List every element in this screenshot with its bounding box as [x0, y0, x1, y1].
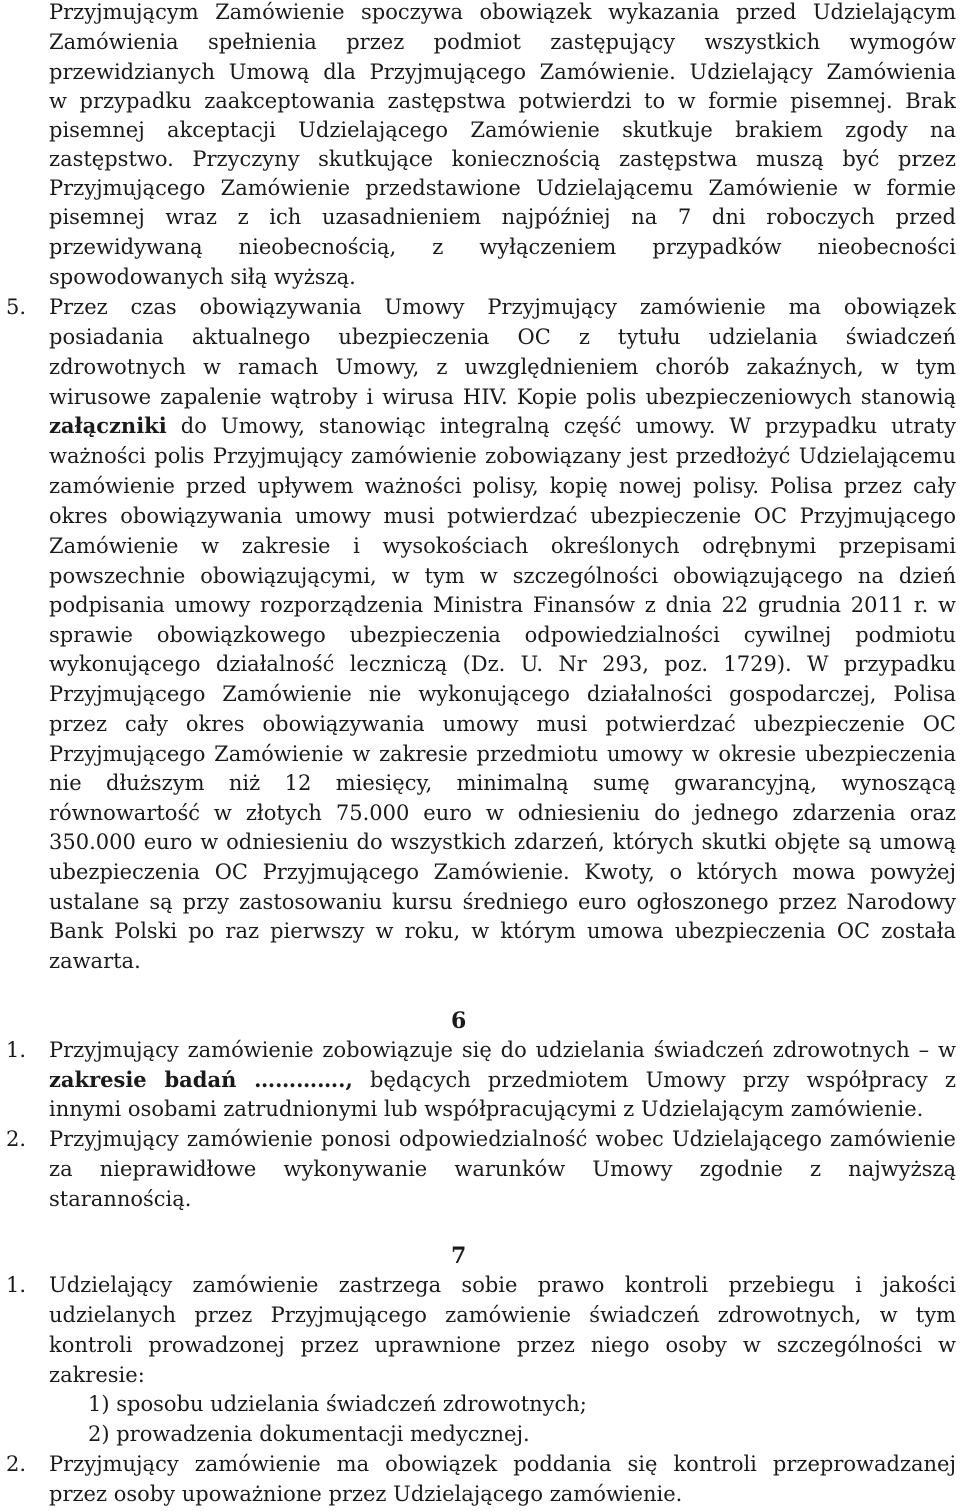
section6-item2-line: starannością. — [49, 1187, 192, 1211]
para4-line: spowodowanych siłą wyższą. — [49, 265, 356, 289]
para5-line: zamówienie przed upływem ważności polisy, kopię nowej polisy. Polisa przez cały — [49, 474, 956, 498]
section7-subitem: 2) prowadzenia dokumentacji medycznej. — [88, 1422, 530, 1446]
para4-line: pisemnej akceptacji Udzielającego Zamówienie skutkuje brakiem zgody na — [49, 118, 956, 142]
section7-item1-line: udzielanych przez Przyjmującego zamówienie świadczeń zdrowotnych, w tym — [49, 1303, 956, 1327]
para5-line-mixed — [49, 411, 956, 441]
para5-line: ważności polis Przyjmujący zamówienie zobowiązany jest przedłożyć Udzielającemu — [49, 444, 956, 468]
section6-item1-number: 1. — [6, 1038, 27, 1062]
para5-line: Zamówienie w zakresie i wysokościach określonych odrębnymi przepisami — [49, 534, 956, 558]
section-6-heading: 6 — [451, 1008, 467, 1034]
section7-item1-line: zakresie: — [49, 1363, 145, 1387]
section6-item1-line-mixed — [49, 1065, 956, 1095]
section6-item1-line: Przyjmujący zamówienie zobowiązuje się do udzielania świadczeń zdrowotnych – w — [49, 1038, 956, 1062]
para5-line: ubezpieczenia OC Przyjmującego Zamówienie. Kwoty, o których mowa powyżej — [49, 860, 956, 884]
section6-item2-number: 2. — [6, 1127, 27, 1151]
para4-line: Zamówienia spełnienia przez podmiot zastępujący wszystkich wymogów — [49, 30, 956, 54]
para4-line: przewidywaną nieobecnością, z wyłączeniem przypadków nieobecności — [49, 235, 956, 259]
para5-line: 350.000 euro w odniesieniu do wszystkich zdarzeń, których skutki objęte są umową — [49, 830, 956, 854]
scope-bold: zakresie badań …………., — [49, 1067, 353, 1092]
para5-line: zawarta. — [49, 949, 141, 973]
para5-line: Przez czas obowiązywania Umowy Przyjmujący zamówienie ma obowiązek — [49, 295, 956, 319]
para5-line-rest: do Umowy, stanowiąc integralną część umowy. W przypadku utraty — [180, 414, 956, 438]
attachments-bold: załączniki — [49, 413, 167, 438]
section7-item2-line: Przyjmujący zamówienie ma obowiązek poddania się kontroli przeprowadzanej — [49, 1452, 956, 1476]
para4-line: pisemnej wraz z ich uzasadnieniem najpóźniej na 7 dni roboczych przed — [49, 205, 956, 229]
para5-line: powszechnie obowiązującymi, w tym w szczególności obowiązującego na dzień — [49, 564, 956, 588]
para5-line: ustalane są przy zastosowaniu kursu średniego euro ogłoszonego przez Narodowy — [49, 890, 956, 914]
para5-line: wirusowe zapalenie wątroby i wirusa HIV. Kopie polis ubezpieczeniowych stanowią — [49, 385, 956, 409]
para5-line: zdrowotnych w ramach Umowy, z uwzględnieniem chorób zakaźnych, w tym — [49, 355, 956, 379]
para5-number: 5. — [6, 295, 27, 319]
para5-line: okres obowiązywania umowy musi potwierdzać ubezpieczenie OC Przyjmującego — [49, 504, 956, 528]
para4-line: w przypadku zaakceptowania zastępstwa potwierdzi to w formie pisemnej. Brak — [49, 89, 956, 113]
para5-line: Przyjmującego Zamówienie nie wykonującego działalności gospodarczej, Polisa — [49, 682, 956, 706]
para4-line: zastępstwo. Przyczyny skutkujące koniecznością zastępstwa muszą być przez — [49, 147, 956, 171]
para5-line: przez cały okres obowiązywania umowy musi potwierdzać ubezpieczenie OC — [49, 712, 956, 736]
section7-item1-number: 1. — [6, 1273, 27, 1297]
para5-line: nie dłuższym niż 12 miesięcy, minimalną sumę gwarancyjną, wynoszącą — [49, 771, 956, 795]
section7-item1-line: Udzielający zamówienie zastrzega sobie prawo kontroli przebiegu i jakości — [49, 1273, 956, 1297]
section6-item2-line: za nieprawidłowe wykonywanie warunków Umowy zgodnie z najwyższą — [49, 1157, 956, 1181]
section7-item2-line: przez osoby upoważnione przez Udzielającego zamówienie. — [49, 1482, 683, 1506]
section-7-heading: 7 — [451, 1243, 467, 1269]
section7-item1-line: kontroli prowadzonej przez uprawnione przez niego osoby w szczególności w — [49, 1333, 956, 1357]
section6-item2-line: Przyjmujący zamówienie ponosi odpowiedzialność wobec Udzielającego zamówienie — [49, 1127, 956, 1151]
para4-line: Przyjmującego Zamówienie przedstawione Udzielającemu Zamówienie w formie — [49, 176, 956, 200]
section7-item2-number: 2. — [6, 1452, 27, 1476]
para4-line: przewidzianych Umową dla Przyjmującego Zamówienie. Udzielający Zamówienia — [49, 60, 956, 84]
para5-line: podpisania umowy rozporządzenia Ministra Finansów z dnia 22 grudnia 2011 r. w — [49, 593, 956, 617]
para5-line: Przyjmującego Zamówienie w zakresie przedmiotu umowy w okresie ubezpieczenia — [49, 742, 956, 766]
para5-line: wykonującego działalność leczniczą (Dz. U. Nr 293, poz. 1729). W przypadku — [49, 652, 956, 676]
para5-line: równowartość w złotych 75.000 euro w odniesieniu do jednego zdarzenia oraz — [49, 801, 956, 825]
para4-line: Przyjmującym Zamówienie spoczywa obowiązek wykazania przed Udzielającym — [49, 0, 956, 24]
section6-item1-line-rest: będących przedmiotem Umowy przy współpracy z — [370, 1068, 956, 1092]
para5-line: posiadania aktualnego ubezpieczenia OC z tytułu udzielania świadczeń — [49, 325, 956, 349]
section6-item1-line: innymi osobami zatrudnionymi lub współpracującymi z Udzielającym zamówienie. — [49, 1097, 924, 1121]
para5-line: sprawie obowiązkowego ubezpieczenia odpowiedzialności cywilnej podmiotu — [49, 623, 956, 647]
para5-line: Bank Polski po raz pierwszy w roku, w którym umowa ubezpieczenia OC została — [49, 919, 956, 943]
section7-subitem: 1) sposobu udzielania świadczeń zdrowotnych; — [88, 1392, 587, 1416]
